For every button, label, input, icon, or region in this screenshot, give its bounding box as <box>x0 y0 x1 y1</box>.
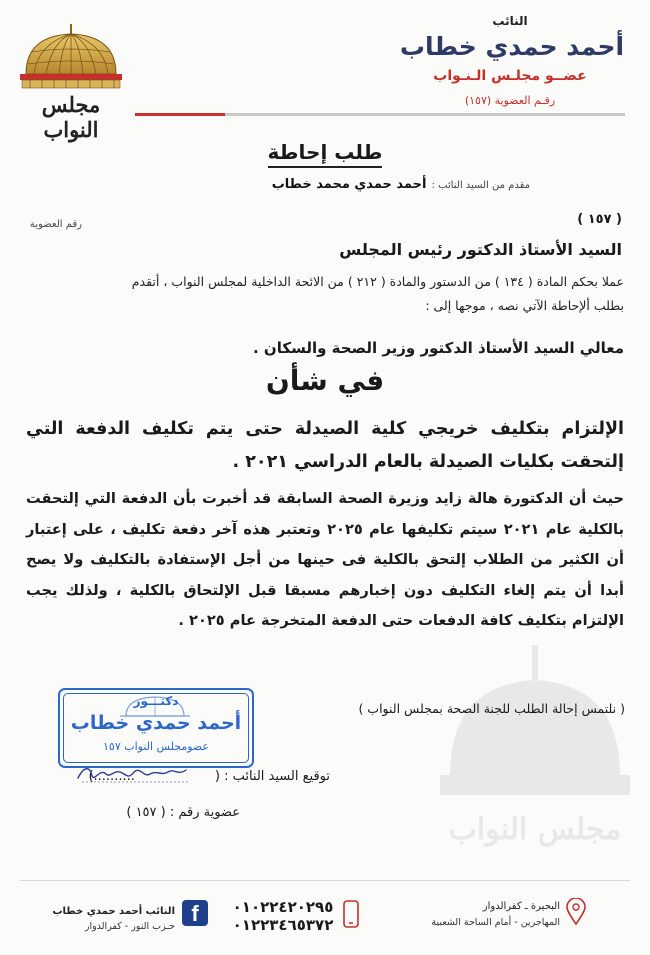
footer-divider <box>20 880 630 881</box>
membership-number: ( ١٥٧ ) <box>577 212 622 227</box>
request-body: حيث أن الدكتورة هالة زايد وزيرة الصحة السابقة قد أخبرت بأن الدفعة التي إلتحقت بالكلية عام ٢٠٢١ سيتم تكليفها عام ٢٠٢٥ وتعتبر هذه آخر دفعة تكليف ، على إعتبار أن الكثير من الطلاب إلتحق بالكلية فى حينها من أجل الإستفادة بالتكليف ولا يصح أبدا أن يتم إلغاء التكليف دون إخبارهم مسبقا قبل الإلتحاق بالكلية ، ولذلك يجب الإلتزام بتكليف كافة الدفعات حتى الدفعة المتخرجة عام ٢٠٢٥ . <box>26 490 624 629</box>
member-number-line: عضوية رقم : ( ١٥٧ ) <box>126 805 240 820</box>
submitter-label: مقدم من السيد النائب : <box>431 180 530 191</box>
header-divider-accent <box>135 113 225 116</box>
signature-dots: .......... <box>93 769 135 784</box>
facebook-icon: f <box>182 900 208 926</box>
stamp-line-3: عضومجلس النواب ١٥٧ <box>103 740 209 753</box>
membership-line <box>577 208 622 227</box>
signature-label: توقيع السيد النائب : ( <box>214 769 330 784</box>
submitter-line <box>272 173 530 192</box>
minister-addressee: معالي السيد الأستاذ الدكتور وزير الصحة والسكان . <box>252 339 624 357</box>
mp-title-prefix: النائب <box>492 14 528 28</box>
request-subject: الإلتزام بتكليف خريجي كلية الصيدلة حتى يتم تكليف الدفعة التي إلتحقت بكليات الصيدلة بالعام الدراسي ٢٠٢١ . <box>26 419 624 472</box>
logo-text: مجلس النواب <box>41 92 101 142</box>
phone-number-1: ٠١٠٢٢٤٢٠٢٩٥ <box>232 898 334 916</box>
membership-label-wrap <box>30 212 82 231</box>
intro-line-1: عملا بحكم المادة ( ١٣٤ ) من الدستور والمادة ( ٢١٢ ) من الائحة الداخلية لمجلس النواب ، أتقدم <box>131 274 624 289</box>
membership-label: رقم العضوية <box>29 219 82 230</box>
address-line-2: المهاجرين - أمام الساحة الشعبية <box>431 917 560 928</box>
referral-request: ( نلتمس إحالة الطلب للجنة الصحة بمجلس النواب ) <box>358 701 625 716</box>
mp-membership: رقـم العضوية (١٥٧) <box>464 94 556 107</box>
mobile-phone-icon <box>342 899 360 929</box>
mp-name: أحمد حمدي خطاب <box>399 32 625 61</box>
location-pin-icon <box>565 898 587 926</box>
stamp-line-1: دكتـــور <box>133 694 179 708</box>
signature-close: ) <box>88 769 94 784</box>
address-line-1: البحيرة ـ كفرالدوار <box>482 901 560 912</box>
facebook-party: حـزب النور - كفرالدوار <box>84 921 175 932</box>
submitter-name: أحمد حمدي محمد خطاب <box>271 177 427 192</box>
intro-line-2: بطلب ألإحاطة الآتي نصه ، موجها إلى : <box>425 298 624 313</box>
regarding-heading: في شأن <box>265 364 385 397</box>
stamp-line-2: أحمد حمدي خطاب <box>70 712 242 734</box>
addressee: السيد الأستاذ الدكتور رئيس المجلس <box>339 240 622 259</box>
mp-role: عضــو مجلـس الـنـواب <box>433 68 587 84</box>
facebook-page-name: النائب أحمد حمدي خطاب <box>52 906 175 917</box>
document-title: طلب إحاطة <box>225 140 425 164</box>
handwritten-signature <box>70 760 200 786</box>
phone-number-2: ٠١٢٢٣٤٦٥٣٧٢ <box>232 916 334 934</box>
watermark-text: مجلس النواب <box>448 812 622 847</box>
mp-stamp <box>58 688 254 768</box>
